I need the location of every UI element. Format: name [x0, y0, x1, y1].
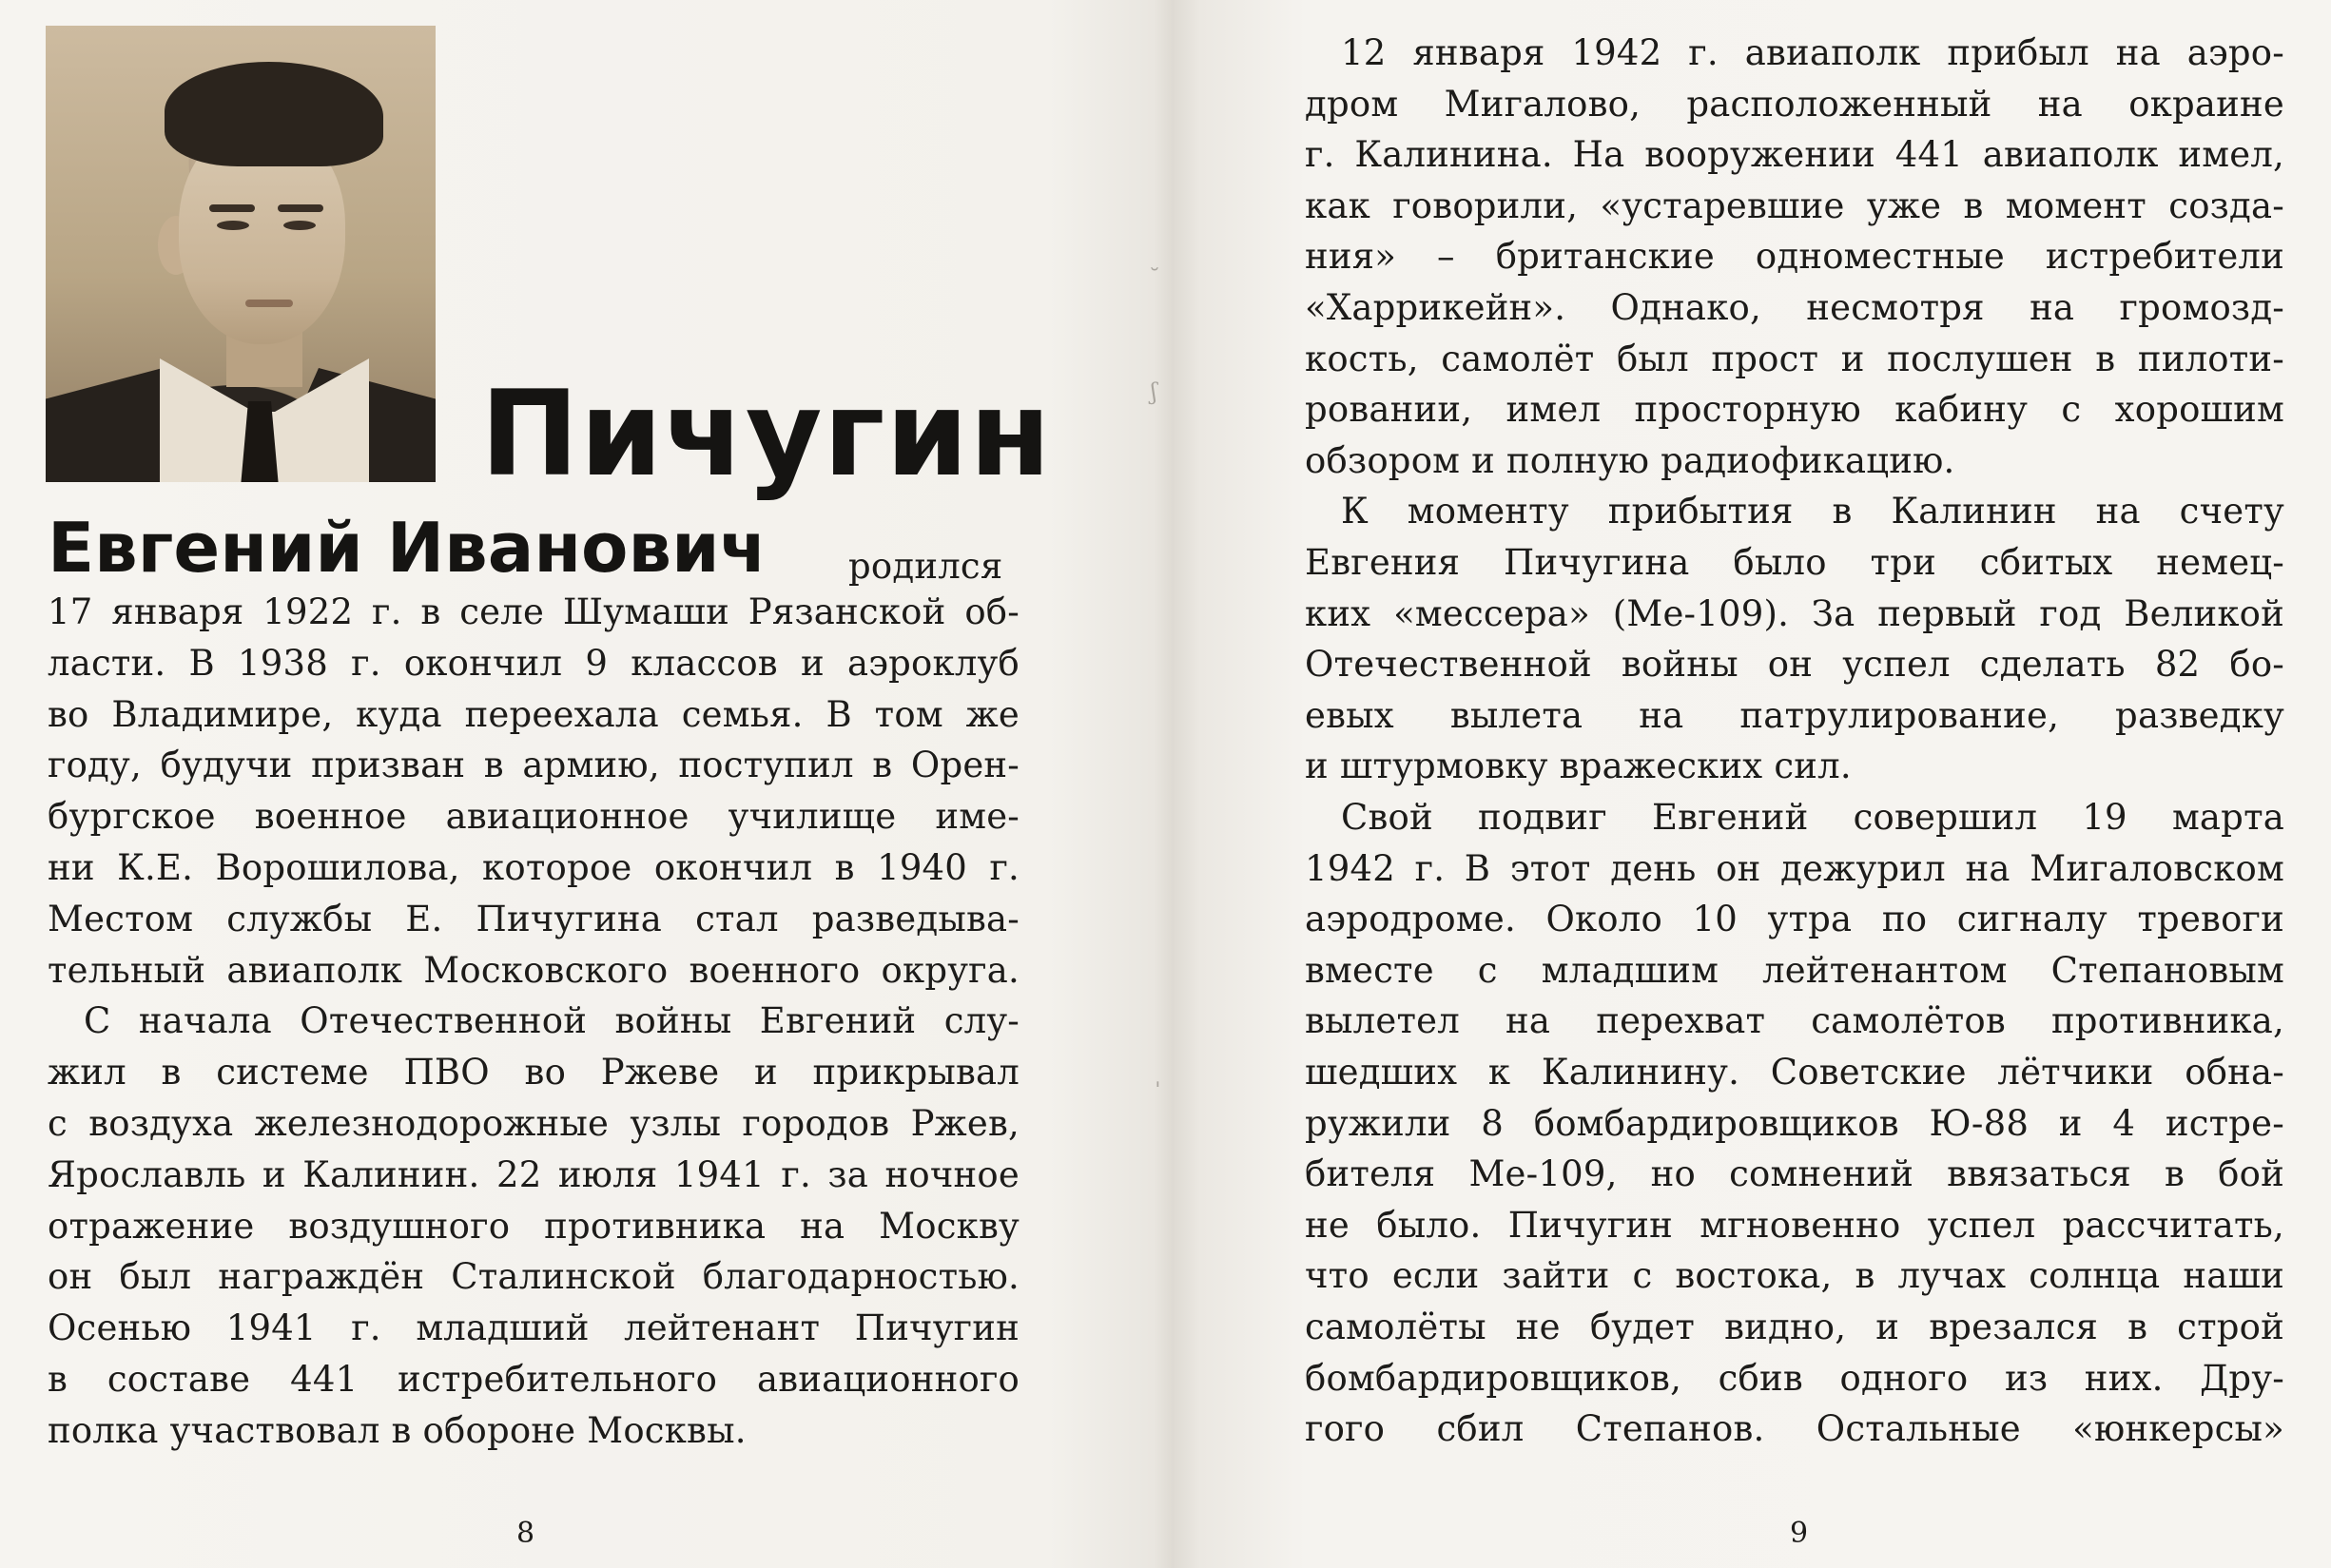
text-line: дром Мигалово, расположенный на окраине: [1305, 83, 2284, 125]
binding-mark: ˘: [1149, 264, 1160, 291]
text-line: ни К.Е. Ворошилова, которое окончил в 1940 г.: [48, 847, 1020, 888]
text-line: 12 января 1942 г. авиаполк прибыл на аэро-: [1341, 32, 2284, 73]
text-line: как говорили, «устаревшие уже в момент созда-: [1305, 184, 2284, 226]
text-line: он был награждён Сталинской благодарностью.: [48, 1256, 1020, 1298]
portrait-photo: [46, 26, 436, 482]
text-line: г. Калинина. На вооружении 441 авиаполк имел,: [1305, 134, 2284, 176]
text-line: К моменту прибытия в Калинин на счету: [1341, 491, 2284, 532]
text-line: С начала Отечественной войны Евгений слу-: [84, 1000, 1020, 1042]
text-line: в составе 441 истребительного авиационного: [48, 1359, 1020, 1400]
surname-heading: Пичугин: [480, 366, 1052, 503]
text-line: году, будучи призван в армию, поступил в Орен-: [48, 745, 1020, 786]
right-page: [1162, 0, 2331, 1568]
text-line: ружили 8 бомбардировщиков Ю-88 и 4 истре-: [1305, 1102, 2284, 1144]
text-line: ния» – британские одноместные истребители: [1305, 236, 2284, 278]
text-line: Евгения Пичугина было три сбитых немец-: [1305, 542, 2284, 583]
text-line: Осенью 1941 г. младший лейтенант Пичугин: [48, 1307, 1020, 1349]
text-line: бителя Ме-109, но сомнений ввязаться в бой: [1305, 1153, 2284, 1195]
text-line: и штурмовку вражеских сил.: [1305, 745, 1852, 787]
text-line: что если зайти с востока, в лучах солнца наши: [1305, 1255, 2284, 1297]
text-line: «Харрикейн». Однако, несмотря на громозд-: [1305, 287, 2284, 328]
text-line: во Владимире, куда переехала семья. В том же: [48, 693, 1020, 735]
text-line: не было. Пичугин мгновенно успел рассчитать,: [1305, 1204, 2284, 1246]
text-line: кость, самолёт был прост и послушен в пилоти-: [1305, 338, 2284, 379]
text-line: евых вылета на патрулирование, разведку: [1305, 694, 2284, 736]
text-line: гого сбил Степанов. Остальные «юнкерсы»: [1305, 1408, 2284, 1450]
binding-mark: ˌ: [1155, 1063, 1161, 1090]
text-line: тельный авиаполк Московского военного округа.: [48, 949, 1020, 991]
text-line: обзором и полную радиофикацию.: [1305, 439, 1955, 481]
text-line: отражение воздушного противника на Москву: [48, 1205, 1020, 1247]
text-line: аэродроме. Около 10 утра по сигналу тревоги: [1305, 899, 2284, 940]
text-line: 1942 г. В этот день он дежурил на Мигаловском: [1305, 847, 2284, 889]
text-line: Местом службы Е. Пичугина стал разведыва-: [48, 898, 1020, 939]
text-line: жил в системе ПВО во Ржеве и прикрывал: [48, 1052, 1020, 1094]
text-line: 17 января 1922 г. в селе Шумаши Рязанской об-: [48, 591, 1020, 632]
text-line: с воздуха железнодорожные узлы городов Ржев,: [48, 1103, 1020, 1144]
page-number-right: 9: [1790, 1517, 1809, 1550]
text-line: полка участвовал в обороне Москвы.: [48, 1409, 747, 1451]
text-line: бургское военное авиационное училище име-: [48, 796, 1020, 838]
text-line: ласти. В 1938 г. окончил 9 классов и аэроклуб: [48, 642, 1020, 684]
text-line: вместе с младшим лейтенантом Степановым: [1305, 949, 2284, 991]
text-line: ровании, имел просторную кабину с хорошим: [1305, 389, 2284, 431]
text-line: Свой подвиг Евгений совершил 19 марта: [1341, 797, 2284, 838]
text-line: ких «мессера» (Ме-109). За первый год Великой: [1305, 592, 2284, 634]
text-line: Отечественной войны он успел сделать 82 бо-: [1305, 644, 2284, 686]
intro-word: родился: [848, 546, 1003, 587]
page-number-left: 8: [516, 1517, 535, 1550]
given-name-heading: Евгений Иванович: [48, 508, 767, 588]
text-line: шедших к Калинину. Советские лётчики обна-: [1305, 1052, 2284, 1093]
text-line: Ярославль и Калинин. 22 июля 1941 г. за ночное: [48, 1153, 1020, 1195]
text-line: бомбардировщиков, сбив одного из них. Дру-: [1305, 1357, 2284, 1399]
left-page: [0, 0, 1162, 1568]
binding-mark: ʃ: [1151, 378, 1157, 405]
text-line: вылетел на перехват самолётов противника,: [1305, 1000, 2284, 1042]
text-line: самолёты не будет видно, и врезался в строй: [1305, 1307, 2284, 1347]
